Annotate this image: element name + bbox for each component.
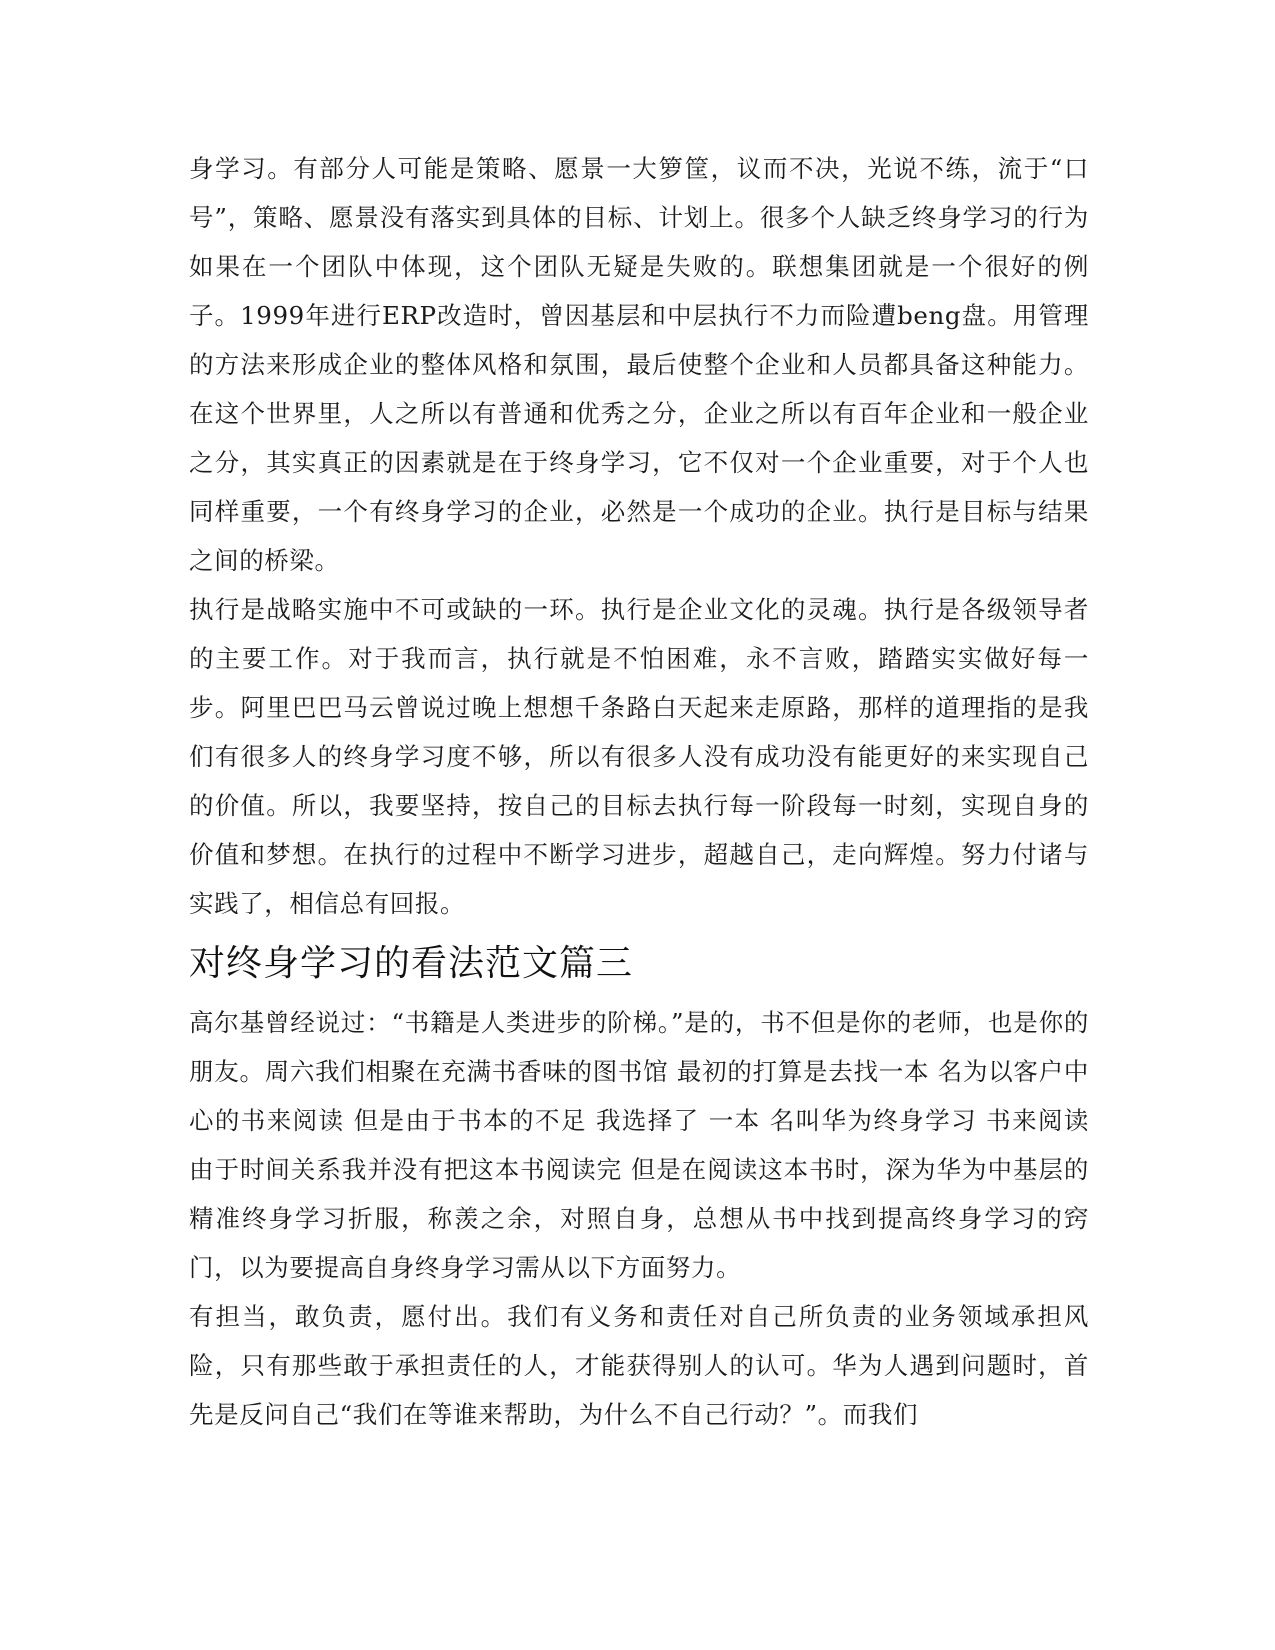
section-heading: 对终身学习的看法范文篇三 [189, 943, 634, 984]
body-paragraph: 有担当，敢负责，愿付出。我们有义务和责任对自己所负责的业务领域承担风险，只有那些敢于承担责任的人，才能获得别人的认可。华为人遇到问题时，首先是反问自己“我们在等谁来帮助，为什么不自己行动？”。而我们 [189, 1302, 1089, 1429]
body-paragraph: 高尔基曾经说过：“书籍是人类进步的阶梯。”是的，书不但是你的老师，也是你的朋友。周六我们相聚在充满书香味的图书馆 最初的打算是去找一本 名为以客户中心的书来阅读 但是由于书本的不足 我选择了 一本 名叫华为终身学习 书来阅读 由于时间关系我并没有把这本书阅读完 但是在阅读这本书时，深为华为中基层的精准终身学习折服，称羡之余，对照自身，总想从书中找到提高终身学习的窍门，以为要提高自身终身学习需从以下方面努力。 [189, 1008, 1089, 1282]
body-paragraph: 身学习。有部分人可能是策略、愿景一大箩筐，议而不决，光说不练，流于“口号”，策略、愿景没有落实到具体的目标、计划上。很多个人缺乏终身学习的行为如果在一个团队中体现，这个团队无疑是失败的。联想集团就是一个很好的例子。1999年进行ERP改造时，曾因基层和中层执行不力而险遭beng盘。用管理的方法来形成企业的整体风格和氛围，最后使整个企业和人员都具备这种能力。在这个世界里，人之所以有普通和优秀之分，企业之所以有百年企业和一般企业之分，其实真正的因素就是在于终身学习，它不仅对一个企业重要，对于个人也同样重要，一个有终身学习的企业，必然是一个成功的企业。执行是目标与结果之间的桥梁。 [189, 154, 1089, 575]
document-page [189, 144, 1089, 1439]
body-paragraph: 执行是战略实施中不可或缺的一环。执行是企业文化的灵魂。执行是各级领导者的主要工作。对于我而言，执行就是不怕困难，永不言败，踏踏实实做好每一步。阿里巴巴马云曾说过晚上想想千条路白天起来走原路，那样的道理指的是我们有很多人的终身学习度不够，所以有很多人没有成功没有能更好的来实现自己的价值。所以，我要坚持，按自己的目标去执行每一阶段每一时刻，实现自身的价值和梦想。在执行的过程中不断学习进步，超越自己，走向辉煌。努力付诸与实践了，相信总有回报。 [189, 595, 1089, 918]
